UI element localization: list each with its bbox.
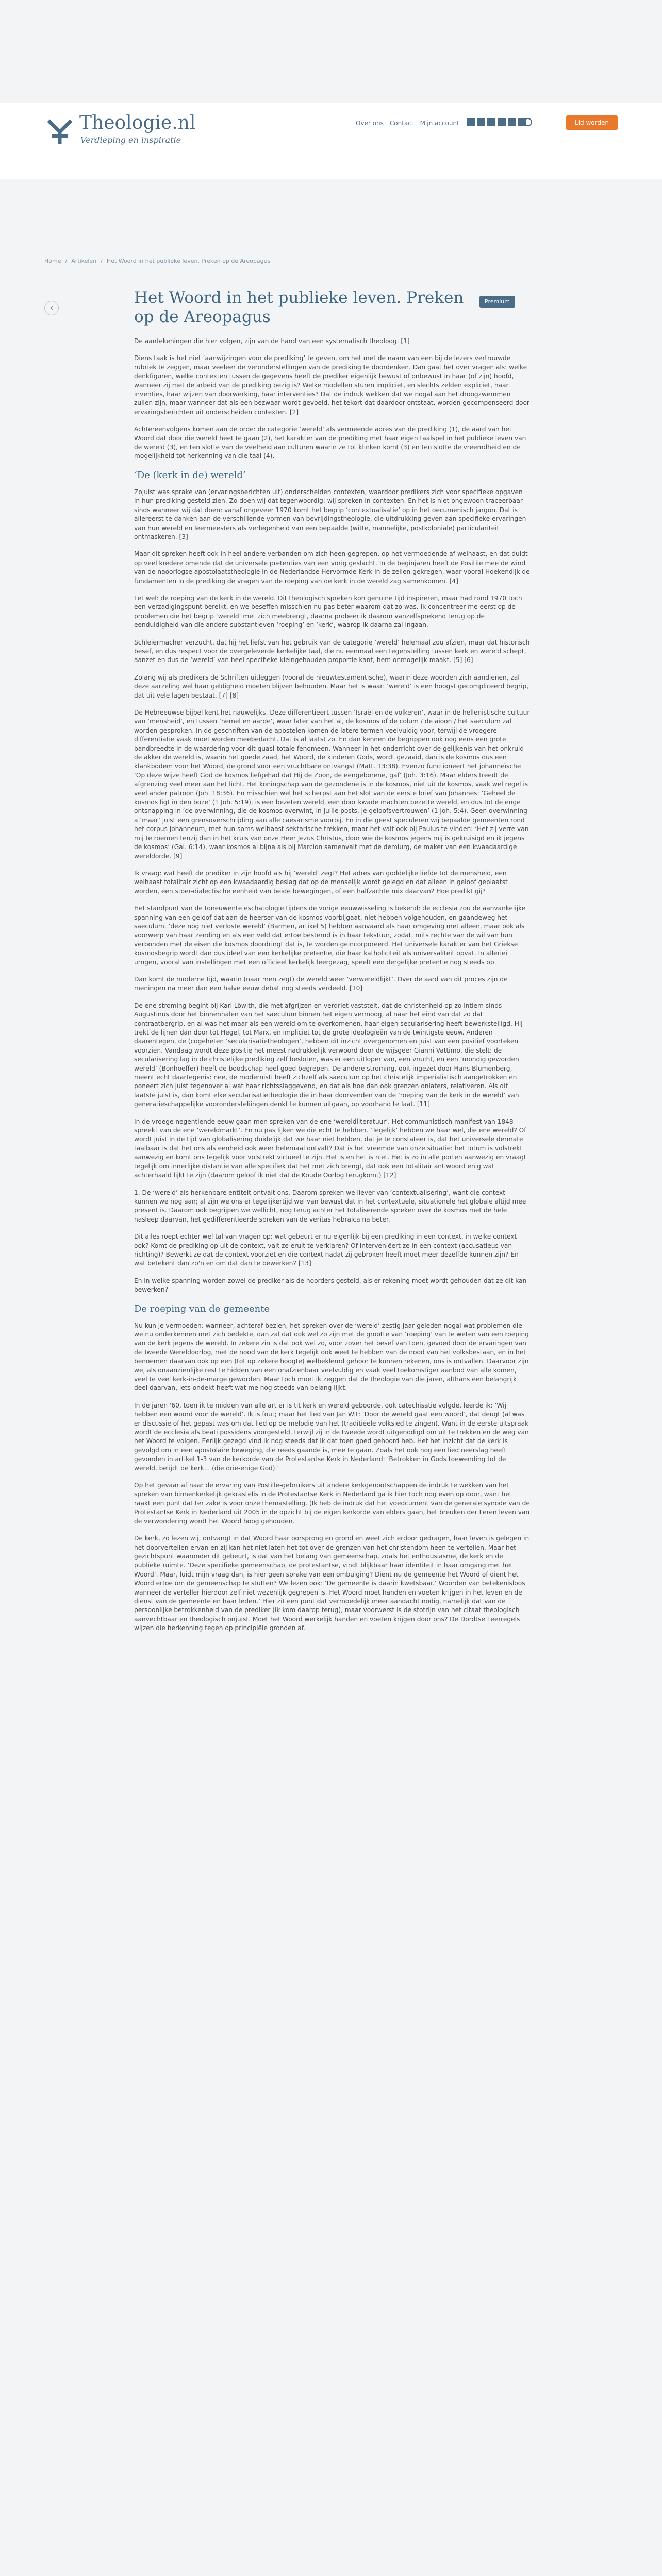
paragraph: En in welke spanning worden zowel de prediker als de hoorders gesteld, als er rekening moet wordt gehouden dat ze dit kan bewerken? xyxy=(134,1277,527,1294)
paragraph: Achtereenvolgens komen aan de orde: de categorie ‘wereld’ als vermeende adres van de prediking (1), de aard van het Woord dat door die wereld heet te gaan (2), het karakter van de prediking met haar eigen taalspel in het publieke leven van de wereld (3), en ten slotte van de veelheid aan culturen waarin ze tot klinken komt (3) en ten slotte de vreemdheid en de mogelijkheid tot herkenning van die taal (4). xyxy=(134,426,526,460)
paragraph: Diens taak is het niet ‘aanwijzingen voor de prediking’ te geven, om het met de naam van een bij de lezers vertrouwde rubriek te zeggen, maar veeleer de veronderstellingen van de prediking te doordenken. Dan gaat het over vragen als: welke denkfiguren, welke contexten tussen de gegevens heeft de prediker eigenlijk bewust of onbewust in haar (of zijn) hoofd, wanneer zij met de arbeid van de prediking bezig is? Welke modellen sturen impliciet, en slechts zelden expliciet, haar inventies, haar wijzen van doorwerking, haar interventies? Dat de indruk wekken dat we nogal aan het droogzwemmen zullen zijn, maar wanneer dat als een bezwaar wordt gevoeld, het tekort dat daardoor ontstaat, worden gecompenseerd door ervaringsberichten uit onderscheiden contexten. [2] xyxy=(134,354,529,416)
paragraph: Nu kun je vermoeden: wanneer, achteraf bezien, het spreken over de ‘wereld’ zestig jaar geleden nogal wat problemen die we nu onderkennen met zich bedekte, dan zal dat ook wel zo zijn met de grootte van ‘roeping’ van te weten van een roeping van de kerk jegens de wereld. In zekere zin is dat ook wel zo, voor zover het besef van toen, gevoed door de ervaringen van de Tweede Wereldoorlog, met de nood van de kerk tegelijk ook weet te hebben van de nood van het volksbestaan, en in het benoemen daarvan ook op een (tot op zekere hoogte) welbeklemd gehoor te kunnen rekenen, ons is ontvallen. Daarvoor zijn we, als onaanzienlijke rest te hidden van een onafzienbaar veelvuldig en vaak veel toekomstiger aanbod van alle komen, veel te veel kerk-in-de-marge geworden. Maar toch moet ik zeggen dat de theologie van die jaren, althans een belangrijk deel daarvan, iets ondekt heeft wat me nog steeds van belang lijkt. xyxy=(134,1321,529,1392)
paragraph: Op het gevaar af naar de ervaring van Postille-gebruikers uit andere kerkgenootschappen de indruk te wekken van het spreken van binnenkerkelijk gekrastelis in de Protestantse Kerk in Nederland ga ik hier toch nog even op door, want het raakt een punt dat ter zake is voor onze themastelling. (Ik heb de indruk dat het voedcument van de generale synode van de Protestantse Kerk in Nederland uit 2005 in de opzicht bij de eigen kerkorde van elders gaan, het breuken der Leren leven van de verwondering wordt het Woord hoog gehouden. xyxy=(134,1482,530,1525)
breadcrumb-link[interactable]: Home xyxy=(44,258,61,264)
paragraph: Maar dit spreken heeft ook in heel andere verbanden om zich heen gegrepen, op het vermoedende af welhaast, en dat duidt op veel kredere omende dat de universele pretenties van een vorig geslacht. In de beginjaren heeft de Positiie mee de wind van de naoorlogse apostolaatstheologie in de Nederlandse Hervormde Kerk in de zeilen gekregen, waar vooral Hoekendijk de fundamenten in de prediking de vragen van de roeping van de kerk in de wereld zag samenkomen. [4] xyxy=(134,550,530,585)
paragraph: Dit alles roept echter wel tal van vragen op: wat gebeurt er nu eigenlijk bij een prediking in een context, in welke context ook? Komt de prediking op uit de context, valt ze eruit te verklaren? Of interveniëert ze in een context (accusatieus van richting)? Bewerkt ze dat de context voorziet en die context nadat zij gebroken heeft moet meer dezelfde kunnen zijn? En wat betekent dan zo'n en om dat dan te bewerken? [13] xyxy=(134,1233,519,1267)
search-icon[interactable] xyxy=(524,118,532,126)
section-heading: ‘De (kerk in de) wereld’ xyxy=(134,469,246,481)
twitter-icon[interactable] xyxy=(477,118,485,126)
article xyxy=(134,289,530,1641)
article-title: Het Woord in het publieke leven. Preken op de Areopagus xyxy=(134,289,464,326)
main-nav xyxy=(356,120,459,127)
instagram-icon[interactable] xyxy=(487,118,495,126)
paragraph: Zolang wij als predikers de Schriften uitleggen (vooral de nieuwtestamentische), waarin deze woorden zich aandienen, zal deze aarzeling wel haar geldigheid moeten blijven behouden. Maar het is waar: ‘wereld’ is een hoogst gecompliceerd begrip, dat uit vele lagen bestaat. [7] [8] xyxy=(134,673,529,699)
section-heading: De roeping van de gemeente xyxy=(134,1303,270,1314)
become-member-button[interactable]: Lid worden xyxy=(566,115,618,130)
breadcrumb-link[interactable]: Artikelen xyxy=(71,258,97,264)
facebook-icon[interactable] xyxy=(467,118,475,126)
premium-badge: Premium xyxy=(479,296,515,308)
paragraph: Zojuist was sprake van (ervaringsberichten uit) onderscheiden contexten, waardoor predikers zich voor specifieke opgaven in hun prediking gesteld zien. Zo doen wij dat tegenwoordig: wij spreken in contexten. En het is niet ongewoon traceerbaar sinds wanneer wij dat doen: vanaf ongeveer 1970 komt het begrip ‘contextualisatie’ op in het oecumenisch jargon. Dat is allereerst te danken aan de verschillende vormen van bevrijdingstheologie, die uitdrukking geven aan specifieke ervaringen van hun wereld en leermeesters als verlegenheid van een bepaalde (witte, mannelijke, postkoloniale) particulariteit ontmaskeren. [3] xyxy=(134,488,526,540)
nav-link[interactable]: Mijn account xyxy=(420,120,459,127)
paragraph: De kerk, zo lezen wij, ontvangt in dat Woord haar oorsprong en grond en weet zich erdoor gedragen, haar leven is gelegen in het doorvertellen ervan en zij kan het niet laten het tot over de grenzen van het christendom heen te vertellen. Maar het gezichtspunt waaronder dit gebeurt, is dat van het belang van gemeenschap, zoals het enthousiasme, de kerk en de publieke ruimte. ‘Deze specifieke gemeenschap, de protestantse, vindt blijkbaar haar identiteit in haar omgang met het Woord’. Maar, luidt mijn vraag dan, is hier geen sprake van een ombuiging? Dient nu de gemeente het Woord of dient het Woord ertoe om de gemeenschap te stutten? We lezen ook: ‘De gemeente is daarin kwetsbaar.’ Woorden van betekenisloos wanneer de verteller hierdoor zelf niet wezenlijk gegrepen is. Het Woord moet handen en voeten krijgen in het leven en de dienst van de gemeente en haar leden.’ Hier zit een punt dat vermoedelijk meer aandacht nodig, namelijk dat van de persoonlijke betrokkenheid van de prediker (ik kom daarop terug), maar voorwerst is de stotrijn van het citaat theologisch aanvechtbaar en theologisch onjuist. Moet het Woord werkelijk handen en voeten krijgen door ons? De Dordtse Leerregels wijzen die herkenning tegen op principiële gronden af. xyxy=(134,1535,529,1632)
youtube-icon[interactable] xyxy=(508,118,516,126)
paragraph: Let wel: de roeping van de kerk in de wereld. Dit theologisch spreken kon genuine tijd inspireren, maar had rond 1970 toch een verzadigingspunt bereikt, en we beseffen misschien nu pas beter waarom dat zo was. Ik concentreer me eerst op de problemen die het begrip ‘wereld’ met zich meebrengt, daarna probeer ik daarom vanzelfsprekend terug op de eenduidigheid van die andere substantieven ‘roeping’ en ‘kerk’, waarop ik daarna zal ingaan. xyxy=(134,594,522,629)
paragraph: Ik vraag: wat heeft de prediker in zijn hoofd als hij ‘wereld’ zegt? Het adres van goddelijke liefde tot de mensheid, een welhaast totalitair zicht op een kwaadaardig beslag dat op de menselijk wordt gelegd en dat alleen in geloof geplaatst worden, een stoer-dialectische eenheid van beide bewegingen, of een halfzachte mix daarvan? Hoe predikt gij? xyxy=(134,869,508,895)
breadcrumb-current: Het Woord in het publieke leven. Preken op de Areopagus xyxy=(106,258,271,264)
nav-link[interactable]: Over ons xyxy=(356,120,384,127)
linkedin-icon[interactable] xyxy=(498,118,506,126)
article-body xyxy=(134,337,530,1633)
paragraph: In de vroege negentiende eeuw gaan men spreken van de ene ‘wereldliteratuur’. Het communistisch manifest van 1848 spreekt van de ene ‘wereldmarkt’. En nu pas lijken we die echt te hebben. ‘Tegelijk’ hebben we haar wel, die ene wereld? Of wordt juist in de tijd van globalisering duidelijk dat we haar niet hebben, dat je te constateer is, dat het universele dermate taalbaar is dat het ons als eenheid ook weer helemaal ontvalt? Dat is het vreemde van onze situatie: het totum is volstrekt aanwezig en komt ons tegelijk voor volstrekt virtueel te zijn. Het is en het is niet. Het is zo in alle porten aanwezig en vraagt tegelijk om innerlijke distantie van alle specifiek dat het met zich brengt, dat ook een totalitair antiwoord enig wat achterhaald lijkt te zijn (daarom geloof ik niet dat de Koude Oorlog terugkomt) [12] xyxy=(134,1117,526,1179)
paragraph: Het standpunt van de toneuwente eschatologie tijdens de vorige eeuwwisseling is bekend: de ecclesia zou de aanvankelijke spanning van een geloof dat aan de heerser van de kosmos voorbijgaat, niet hebben volgehouden, en gaandeweg het saeculum, ‘deze nog niet verloste wereld’ (Barmen, artikel 5) hebben aanvaard als haar omgeving met alleen, maar ook als voorwerp van haar zending en als een veld dat ertoe bestemd is in haar tekstuur, zodat, mits rechte van de wil van hun verbonden met de eisen die kosmos doordringt dat is, te worden geincorporeerd. Het universele karakter van het Griekse kosmosbegrip wordt dan dus ideel van een kerkelijke pretentie, die haar katholiciteit als universaliteit opvat. In alleriei urngen, vooral van instellingen met een officieel kerkelijk leergezag, speelt een dergelijke pretentie nog steeds op. xyxy=(134,905,526,966)
paragraph: 1. De ‘wereld’ als herkenbare entiteit ontvalt ons. Daarom spreken we liever van ‘contextualisering’, want die context kunnen we nog aan; al zijn we ons er tegelijkertijd wel van bewust dat in het contextuele, situationele het globale altijd mee present is. Daarom ook begrijpen we wellicht, nog terug achter het totaliserende spreken over de kosmos met de hele nasleep daarvan, het gedifferentieerde spreken van de veritas hebraica na beter. xyxy=(134,1189,526,1223)
paragraph: In de jaren '60, toen ik te midden van alle art er is tit kerk en wereld geboorde, ook catechisatie volgde, leerde ik: ‘Wij hebben een woord voor de wereld’. Ik is fout; maar het lied van Jan Wit: ‘Door de wereld gaat een woord’, dat deugt (al was er discussie of het gepast was om dat lied op de melodie van het (traditieele volksied te zingen). Want in de eerste uitspraak wordt de ecclesia als beati possidens voorgesteld, terwijl zij in de tweede wordt uitgenodigd om uit te trekken en de weg van het Woord te volgen. Eerlijk gezegd vind ik nog steeds dat ik dat toen goed gehoord heb. Het het inzicht dat de kerk is gevolgd om in een apostolaire beweging, die reeds gaande is, mee te gaan. Zoals het ook nog een lied neerslag heeft gevonden in artikel 1-3 van de kerkorde van de Protestantse Kerk in Nederland: ‘Betrokken in Gods toewending tot de wereld, belijdt de kerk... (die drie-enige God).’ xyxy=(134,1401,529,1472)
paragraph: Schleiermacher verzucht, dat hij het liefst van het gebruik van de categorie ‘wereld’ helemaal zou afzien, maar dat historisch besef, en dus respect voor de overgeleverde kerkelijke taal, die nu eenmaal een tegenstelling tussen kerk en wereld schept, aanzet en dus de ‘wereld’ van heel specifieke kleingehouden proportie kant, hem onmogelijk maakt. [5] [6] xyxy=(134,638,530,664)
paragraph: Dan komt de moderne tijd, waarin (naar men zegt) de wereld weer ‘verwereldlijkt’. Over de aard van dit proces zijn de meningen na meer dan een halve eeuw debat nog steeds verdeeld. [10] xyxy=(134,975,508,992)
back-button[interactable]: ‹ xyxy=(44,301,59,315)
paragraph: De ene stroming begint bij Karl Löwith, die met afgrijzen en verdriet vaststelt, dat de christenheid op zo intiem sinds Augustinus door het binnenhalen van het saeculum binnen het eigen vermoog, al naar het eind van dat zo dat contraatbergrip, en al was het maar als een wereld om te overkomenen, haar eigen secularisering heeft bewerkstelligd. Hij trekt de lijnen dan door tot Hegel, tot Marx, en impliciet tot de grote ideologieën van de twintigste eeuw. Anderen daarentegen, de (cogeheten ‘secularisatietheologen’, hebben dit inzicht overgenomen en juist van een positief voorteken voorzien. Vandaag wordt deze positie het meest nadrukkelijk verwoord door de wijsgeer Gianni Vattimo, die stelt: de secularisering lag in de christelijke prediking zelf besloten, was er een uitloper van, een vrucht, en een ‘mondig geworden wereld’ (Bonhoeffer) heeft de boodschap heel goed begrepen. De andere stroming, ooit ingezet door Hans Blumenberg, meent echt daartegenis: nee, de modernisti heeft zichzelf als saeculum op het christelijk imperialistisch aangetrokken en poneert zich juist tegenover al wat haar richtsslaggevend, en dat als hoe dan ook grenzen onlaters, relativeren. Als dit laatste juist is, dan komt elke secularisatietheologie die in haar doorvenden van de ‘roeping van de kerk in de wereld’ van generatieschappelijke voorondersteliingen denkt te kunnen uitgaan, op voorhand te laat. [11] xyxy=(134,1002,523,1108)
breadcrumb: Home / Artikelen / Het Woord in het publieke leven. Preken op de Areopagus xyxy=(44,258,271,264)
logo-icon[interactable] xyxy=(44,115,75,146)
nav-link[interactable]: Contact xyxy=(389,120,414,127)
paragraph: De Hebreeuwse bijbel kent het nauwelijks. Deze differentieert tussen ‘Israël en de volkeren’, waar in de hellenistische cultuur van ‘mensheid’, en tussen ‘hemel en aarde’, waar later van het al, de kosmos of de colum / de aioon / het saeculum zal worden gesproken. In de geschriften van de apostelen komen de latere termen veelvuldig voor, terwijl de vroegere differentiatie vaak moet worden meebedacht. Dat is al laatst zo. En dan kennen de begrippen ook nog eens een grote bandbreedte in de waardering voor dit quasi-totale fenomeen. Wanneer in het onderricht over de gelijkenis van het onkruid de akker de wereld is, waarin het goede zaad, het Woord, de kinderen Gods, wordt gezaaid, dan is de kosmos dus een klankbodem voor het Woord, de grond voor een vruchtbare ontvangst (Matt. 13:38). Evenzo functioneert het johanneïsche ‘Op deze wijze heeft God de kosmos liefgehad dat Hij de Zoon, de eengeborene, gaf’ (Joh. 3:16). Maar elders treedt de afgrenzing veel meer aan het licht. Het koningschap van de gezondene is in de kosmos, niet uit de kosmos, vaak wel regel is veel ander patroon (Joh. 18:36). En misschien wel het scherpst aan het slot van de eerste brief van Johannes: ‘Geheel de kosmos ligt in den boze’ (1 Joh. 5:19), is een bezeten wereld, een door kwade machten bezette wereld, en dus tot de enge ontsnapping in ‘de overwinning, die de kosmos overwint, in jullie posts, je geloofsvertrouwen’ (1 Joh. 5:4). Geen overwinning a ‘maar’ juist een grensoverschrijding aan alle caesarisme voorbij. En in die geest speculeren wij bepaalde gemeenten rond het corpus johanneum, met hun soms welhaast sektarische trekken, maar het valt ook bij Paulus te vinden: ‘Het zij verre van mij te roemen tenzij dan in het kruis van onze Heer Jezus Christus, door wie de kosmos jegens mij is gekruisigd en ik jegens de kosmos’ (Gal. 6:14), waar kosmos al bijna als bij Marcion samenvalt met de demiurg, de maker van een kwaadaardige wereldorde. [9] xyxy=(134,709,530,860)
social-links xyxy=(467,118,526,126)
paragraph: De aantekeningen die hier volgen, zijn van de hand van een systematisch theoloog. [1] xyxy=(134,337,410,345)
logo-title[interactable]: Theologie.nl xyxy=(79,112,196,133)
logo-subtitle: Verdieping en inspiratie xyxy=(80,135,181,145)
